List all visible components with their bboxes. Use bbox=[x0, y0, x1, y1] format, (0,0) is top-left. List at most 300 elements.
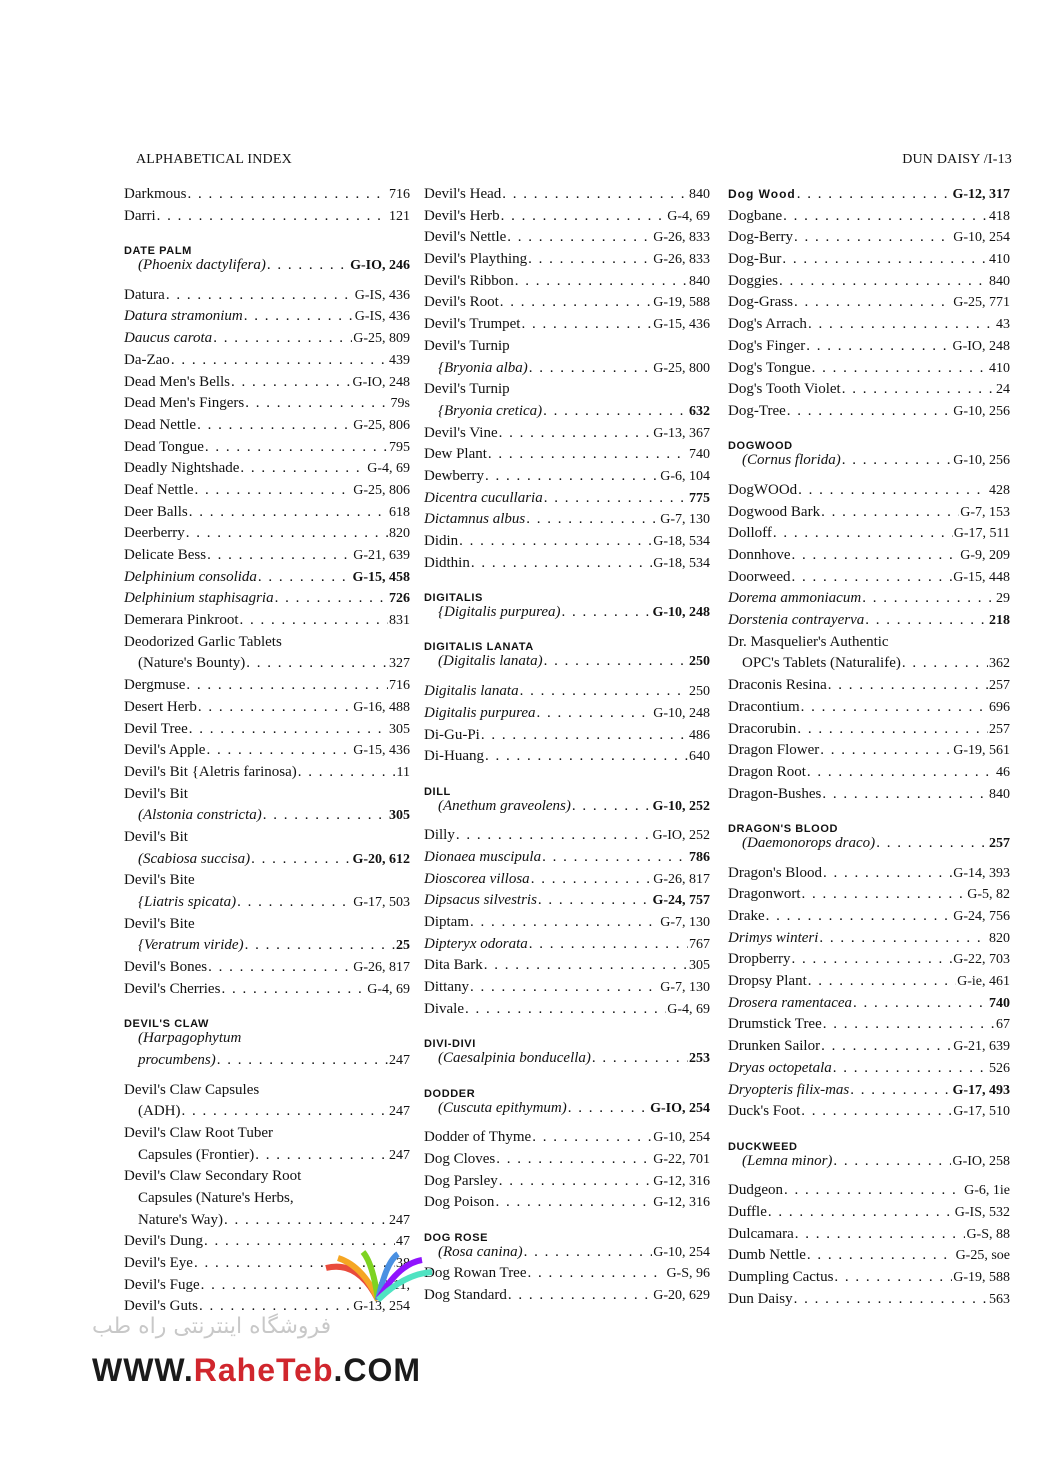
dot-leader bbox=[819, 930, 988, 947]
entry-page-ref: G-15, 448 bbox=[953, 569, 1010, 585]
index-entry bbox=[424, 1194, 710, 1216]
dot-leader bbox=[459, 533, 652, 550]
entry-term: (Daemonorops draco) bbox=[742, 834, 876, 851]
index-entry bbox=[124, 655, 410, 677]
index-entry bbox=[124, 807, 410, 829]
entry-page-ref: G-12, 316 bbox=[653, 1173, 710, 1189]
entry-page-ref: 526 bbox=[989, 1060, 1010, 1076]
entry-page-ref: 563 bbox=[989, 1291, 1010, 1307]
dot-leader bbox=[471, 555, 652, 572]
index-entry bbox=[728, 1182, 1010, 1204]
index-entry bbox=[124, 959, 410, 981]
dot-leader bbox=[208, 959, 352, 976]
entry-term: {Liatris spicata) bbox=[138, 894, 237, 910]
entry-page-ref: 250 bbox=[689, 654, 710, 670]
dot-leader bbox=[267, 257, 349, 274]
entry-page-ref: G-4, 69 bbox=[667, 1001, 710, 1017]
entry-term: Dog-Grass bbox=[728, 294, 793, 311]
dot-leader bbox=[213, 330, 352, 347]
watermark-prefix: WWW. bbox=[92, 1352, 194, 1388]
entry-page-ref: G-19, 561 bbox=[953, 743, 1010, 759]
dot-leader bbox=[488, 446, 688, 463]
entry-page-ref: G-IO, 248 bbox=[952, 338, 1010, 354]
dot-leader bbox=[862, 590, 995, 607]
dot-leader bbox=[782, 251, 988, 268]
entry-page-ref: 24 bbox=[996, 382, 1010, 398]
dot-leader bbox=[501, 208, 667, 225]
dot-leader bbox=[217, 1052, 388, 1069]
entry-page-ref: G-IO, 258 bbox=[952, 1153, 1010, 1169]
entry-page-ref: G-17, 511 bbox=[953, 526, 1010, 542]
index-entry bbox=[424, 936, 710, 958]
dot-leader bbox=[853, 995, 988, 1012]
dot-leader bbox=[186, 677, 388, 694]
book-logo-icon bbox=[318, 1250, 438, 1310]
entry-page-ref: G-S, 96 bbox=[666, 1266, 710, 1282]
entry-term: Devil's Fuge bbox=[124, 1276, 200, 1293]
index-entry bbox=[424, 871, 710, 893]
entry-page-ref: 257 bbox=[989, 678, 1010, 694]
entry-term: Dracontium bbox=[728, 698, 800, 715]
entry-page-ref: G-13, 367 bbox=[653, 425, 710, 441]
index-entry bbox=[424, 533, 710, 555]
entry-page-ref: 257 bbox=[989, 835, 1010, 851]
entry-page-ref: G-18, 534 bbox=[653, 555, 710, 571]
entry-page-ref: 439 bbox=[389, 352, 410, 368]
entry-continuation: Devil's Bit bbox=[124, 828, 188, 845]
entry-term: Duck's Foot bbox=[728, 1103, 801, 1120]
entry-term: (Scabiosa succisa) bbox=[138, 850, 251, 867]
watermark-site[interactable] bbox=[92, 1352, 421, 1389]
entry-term: Divale bbox=[424, 1000, 464, 1017]
index-entry bbox=[728, 1226, 1010, 1248]
entry-term: Dead Men's Fingers bbox=[124, 395, 245, 412]
entry-term: Dragon Flower bbox=[728, 742, 820, 759]
entry-term: Devil Tree bbox=[124, 720, 188, 737]
index-entry bbox=[424, 892, 710, 914]
index-entry bbox=[728, 338, 1010, 360]
entry-term: Dun Daisy bbox=[728, 1290, 793, 1307]
index-entry bbox=[424, 425, 710, 447]
entry-page-ref: G-15, 458 bbox=[352, 569, 410, 585]
entry-term: Devil's Dung bbox=[124, 1233, 203, 1250]
index-entry bbox=[124, 257, 410, 279]
section-heading: DIGITALIS LANATA bbox=[424, 641, 534, 654]
index-entry bbox=[424, 1265, 710, 1287]
dot-leader bbox=[823, 865, 952, 882]
index-entry bbox=[124, 937, 410, 959]
index-entry bbox=[728, 186, 1010, 208]
index-entry bbox=[124, 590, 410, 612]
index-column-1 bbox=[124, 186, 410, 1320]
dot-leader bbox=[499, 1173, 652, 1190]
entry-continuation: Deodorized Garlic Tablets bbox=[124, 633, 282, 650]
dot-leader bbox=[188, 186, 389, 203]
dot-leader bbox=[189, 504, 388, 521]
entry-term: Devil's Vine bbox=[424, 424, 498, 441]
dot-leader bbox=[499, 425, 653, 442]
index-entry bbox=[424, 1173, 710, 1195]
entry-page-ref: 840 bbox=[689, 187, 710, 202]
entry-page-ref: 305 bbox=[389, 808, 410, 824]
entry-continuation: (Harpagophytum bbox=[138, 1030, 242, 1047]
index-entry bbox=[424, 251, 710, 273]
index-entry bbox=[424, 957, 710, 979]
entry-term: Dog-Tree bbox=[728, 402, 786, 419]
index-entry bbox=[728, 525, 1010, 547]
entry-term: Dew Plant bbox=[424, 446, 487, 463]
entry-term: Devil's Nettle bbox=[424, 229, 507, 246]
entry-page-ref: 362 bbox=[989, 656, 1010, 672]
entry-page-ref: 786 bbox=[689, 849, 710, 865]
index-entry bbox=[424, 273, 710, 295]
entry-term: Dog's Tongue bbox=[728, 359, 811, 376]
index-entry bbox=[728, 865, 1010, 887]
entry-page-ref: G-12, 316 bbox=[653, 1195, 710, 1211]
dot-leader bbox=[231, 374, 351, 391]
entry-page-ref: 632 bbox=[689, 403, 710, 419]
index-entry bbox=[124, 612, 410, 634]
entry-term: Devil's Bones bbox=[124, 959, 208, 976]
index-entry bbox=[124, 482, 410, 504]
entry-term: Nature's Way) bbox=[138, 1211, 223, 1228]
index-entry bbox=[424, 316, 710, 338]
entry-term: Dog Standard bbox=[424, 1287, 507, 1303]
entry-term: Doorweed bbox=[728, 568, 791, 585]
index-entry bbox=[124, 186, 410, 208]
entry-page-ref: 840 bbox=[689, 273, 710, 289]
entry-continuation: Dr. Masquelier's Authentic bbox=[728, 633, 889, 650]
dot-leader bbox=[508, 1287, 652, 1304]
dot-leader bbox=[801, 886, 966, 903]
entry-term: Deerberry bbox=[124, 525, 185, 542]
entry-term: Dicentra cucullaria bbox=[424, 489, 543, 506]
entry-term: Devil's Cherries bbox=[124, 980, 221, 997]
index-entry bbox=[424, 555, 710, 577]
dot-leader bbox=[521, 316, 652, 333]
dot-leader bbox=[821, 1038, 952, 1055]
entry-page-ref: G-25, soe bbox=[955, 1248, 1010, 1264]
dot-leader bbox=[572, 798, 652, 815]
dot-leader bbox=[207, 547, 352, 564]
index-entry bbox=[124, 569, 410, 591]
dot-leader bbox=[528, 1265, 666, 1282]
entry-page-ref: 67 bbox=[996, 1017, 1010, 1033]
dot-leader bbox=[820, 742, 952, 759]
entry-page-ref: G-ie, 461 bbox=[957, 974, 1010, 990]
entry-page-ref: G-IO, 246 bbox=[350, 258, 410, 274]
dot-leader bbox=[189, 721, 388, 738]
dot-leader bbox=[465, 1001, 666, 1018]
entry-continuation: Devil's Turnip bbox=[424, 381, 510, 398]
entry-page-ref: G-25, 806 bbox=[353, 417, 410, 433]
entry-page-ref: G-13, 254 bbox=[353, 1299, 410, 1315]
index-entry bbox=[728, 764, 1010, 786]
entry-page-ref: 38 bbox=[396, 1256, 410, 1271]
entry-term: Donnhove bbox=[728, 547, 791, 563]
dot-leader bbox=[784, 1182, 963, 1199]
entry-term: {Bryonia alba) bbox=[438, 359, 528, 376]
dot-leader bbox=[258, 569, 352, 586]
dot-leader bbox=[842, 381, 995, 398]
entry-page-ref: G-15, 436 bbox=[353, 743, 410, 759]
dot-leader bbox=[544, 653, 688, 670]
index-entry bbox=[728, 908, 1010, 930]
index-entry bbox=[124, 439, 410, 461]
index-entry bbox=[424, 914, 710, 936]
index-entry bbox=[728, 403, 1010, 425]
section-heading: DIVI-DIVI bbox=[424, 1038, 476, 1051]
dot-leader bbox=[529, 360, 652, 377]
entry-page-ref: 640 bbox=[689, 749, 710, 765]
index-entry bbox=[728, 251, 1010, 273]
entry-term: Devil's Bit {Aletris farinosa) bbox=[124, 763, 297, 780]
entry-term: Dog Rowan Tree bbox=[424, 1265, 527, 1282]
entry-page-ref: 716 bbox=[389, 187, 410, 202]
running-header-right: DUN DAISY /I-13 bbox=[902, 152, 1012, 167]
entry-page-ref: G-5, 82 bbox=[967, 887, 1010, 903]
dot-leader bbox=[186, 525, 388, 542]
index-entry bbox=[424, 229, 710, 251]
entry-continuation: Devil's Turnip bbox=[424, 337, 510, 354]
entry-term: Drumstick Tree bbox=[728, 1016, 822, 1033]
index-entry bbox=[424, 186, 710, 208]
entry-page-ref: 29 bbox=[996, 591, 1010, 607]
entry-page-ref: 820 bbox=[989, 930, 1010, 946]
dot-leader bbox=[524, 1244, 653, 1261]
index-entry bbox=[728, 612, 1010, 634]
entry-page-ref: G-10, 256 bbox=[953, 453, 1010, 469]
entry-page-ref: 247 bbox=[389, 1104, 410, 1120]
entry-page-ref: 247 bbox=[389, 1212, 410, 1228]
entry-term: Dorema ammoniacum bbox=[728, 590, 862, 607]
entry-term: Devil's Head bbox=[424, 186, 502, 202]
entry-term: Drunken Sailor bbox=[728, 1038, 821, 1055]
dot-leader bbox=[520, 683, 688, 700]
index-entry bbox=[124, 1052, 410, 1074]
entry-term: Dog-Berry bbox=[728, 229, 793, 246]
dot-leader bbox=[251, 851, 351, 868]
section-heading: DATE PALM bbox=[124, 245, 192, 258]
entry-page-ref: 250 bbox=[689, 684, 710, 700]
index-entry bbox=[728, 1103, 1010, 1125]
dot-leader bbox=[562, 604, 652, 621]
entry-term: Devil's Plaything bbox=[424, 251, 528, 268]
dot-leader bbox=[812, 360, 988, 377]
index-entry bbox=[424, 490, 710, 512]
dot-leader bbox=[798, 482, 988, 499]
index-entry bbox=[124, 1103, 410, 1125]
entry-page-ref: G-IO, 252 bbox=[652, 828, 710, 844]
entry-page-ref: 410 bbox=[989, 360, 1010, 376]
entry-term: Dead Men's Bells bbox=[124, 373, 231, 390]
index-entry bbox=[124, 699, 410, 721]
dot-leader bbox=[808, 316, 995, 333]
index-entry bbox=[124, 1147, 410, 1169]
dot-leader bbox=[275, 590, 388, 607]
entry-page-ref: 831 bbox=[389, 613, 410, 629]
dot-leader bbox=[865, 612, 988, 629]
dot-leader bbox=[783, 208, 988, 225]
dot-leader bbox=[532, 1129, 652, 1146]
entry-term: (Nature's Bounty) bbox=[138, 655, 246, 672]
index-entry bbox=[728, 229, 1010, 251]
dot-leader bbox=[495, 1194, 652, 1211]
dot-leader bbox=[205, 439, 388, 456]
index-entry bbox=[728, 452, 1010, 474]
dot-leader bbox=[792, 547, 960, 564]
entry-term: Demerara Pinkroot bbox=[124, 612, 239, 629]
dot-leader bbox=[766, 908, 953, 925]
dot-leader bbox=[263, 807, 388, 824]
entry-term: {Digitalis purpurea) bbox=[438, 604, 561, 621]
index-entry bbox=[124, 208, 410, 230]
entry-term: Dipteryx odorata bbox=[424, 935, 528, 952]
entry-term: Dumb Nettle bbox=[728, 1247, 806, 1264]
entry-term: Didthin bbox=[424, 554, 470, 571]
index-entry bbox=[124, 374, 410, 396]
section-heading: DUCKWEED bbox=[728, 1140, 798, 1153]
entry-page-ref: G-26, 817 bbox=[653, 871, 710, 887]
entry-page-ref: G-4, 69 bbox=[367, 461, 410, 477]
dot-leader bbox=[531, 871, 653, 888]
section-heading: DRAGON'S BLOOD bbox=[728, 822, 839, 835]
dot-leader bbox=[842, 452, 952, 469]
entry-term: Darri bbox=[124, 207, 156, 224]
dot-leader bbox=[794, 1291, 988, 1308]
index-entry bbox=[728, 482, 1010, 504]
dot-leader bbox=[807, 1247, 955, 1264]
entry-page-ref: 46 bbox=[996, 764, 1010, 780]
entry-term: Dragon-Bushes bbox=[728, 785, 822, 802]
entry-page-ref: G-IO, 248 bbox=[352, 374, 410, 390]
entry-page-ref: 247 bbox=[389, 1052, 410, 1068]
index-entry bbox=[728, 294, 1010, 316]
index-entry bbox=[424, 403, 710, 425]
entry-term: Dudgeon bbox=[728, 1182, 783, 1199]
watermark-persian: فروشگاه اینترنتی راه طب bbox=[92, 1314, 332, 1339]
entry-term: procumbens) bbox=[138, 1051, 216, 1068]
entry-term: Devil's Ribbon bbox=[424, 272, 514, 289]
section-heading: DILL bbox=[424, 785, 451, 798]
dot-leader bbox=[801, 699, 988, 716]
entry-page-ref: 716 bbox=[389, 678, 410, 694]
dot-leader bbox=[833, 1153, 951, 1170]
index-entry bbox=[124, 851, 410, 873]
dot-leader bbox=[157, 208, 388, 225]
index-entry bbox=[424, 1244, 710, 1266]
entry-term: Dioscorea villosa bbox=[424, 870, 530, 887]
index-entry bbox=[124, 1212, 410, 1234]
entry-page-ref: 418 bbox=[989, 208, 1010, 224]
entry-term: Dog-Bur bbox=[728, 251, 782, 268]
entry-page-ref: G-11, bbox=[378, 1277, 410, 1293]
index-entry bbox=[728, 1291, 1010, 1313]
entry-term: Capsules (Frontier) bbox=[138, 1146, 255, 1163]
entry-page-ref: 25 bbox=[396, 938, 410, 954]
entry-page-ref: G-17, 503 bbox=[353, 895, 410, 910]
entry-page-ref: G-10, 252 bbox=[652, 798, 710, 814]
index-entry bbox=[728, 1204, 1010, 1226]
entry-term: (Digitalis lanata) bbox=[438, 653, 543, 670]
dot-leader bbox=[204, 1233, 395, 1250]
section-heading: DOG ROSE bbox=[424, 1231, 489, 1244]
index-entry bbox=[124, 764, 410, 786]
dot-leader bbox=[166, 287, 354, 304]
index-entry bbox=[728, 1060, 1010, 1082]
spacer bbox=[424, 675, 710, 683]
entry-page-ref: 740 bbox=[989, 995, 1010, 1011]
index-entry bbox=[124, 504, 410, 526]
entry-page-ref: 218 bbox=[989, 613, 1010, 629]
dot-leader bbox=[485, 468, 659, 485]
entry-term: Datura stramonium bbox=[124, 308, 243, 325]
entry-term: Dog Parsley bbox=[424, 1172, 498, 1189]
entry-page-ref: 840 bbox=[989, 273, 1010, 289]
section-heading: DEVIL'S CLAW bbox=[124, 1018, 209, 1031]
entry-term: Delphinium consolida bbox=[124, 568, 257, 585]
dot-leader bbox=[245, 395, 389, 412]
entry-page-ref: 257 bbox=[989, 721, 1010, 737]
entry-term: Drimys winteri bbox=[728, 929, 819, 946]
dot-leader bbox=[808, 973, 956, 990]
entry-term: Dragon's Blood bbox=[728, 864, 822, 881]
entry-page-ref: 740 bbox=[689, 447, 710, 463]
index-entry bbox=[728, 742, 1010, 764]
dot-leader bbox=[779, 273, 988, 290]
entry-continuation: Devil's Bite bbox=[124, 872, 195, 889]
dot-leader bbox=[791, 951, 952, 968]
index-entry bbox=[728, 381, 1010, 403]
dot-leader bbox=[528, 251, 652, 268]
index-entry bbox=[124, 894, 410, 916]
index-entry bbox=[728, 995, 1010, 1017]
entry-page-ref: 428 bbox=[989, 482, 1010, 498]
entry-page-ref: G-26, 817 bbox=[353, 960, 410, 976]
entry-term: Daucus carota bbox=[124, 330, 213, 347]
index-entry bbox=[424, 798, 710, 820]
entry-page-ref: G-10, 254 bbox=[653, 1244, 710, 1260]
entry-term: Dumpling Cactus bbox=[728, 1269, 834, 1285]
index-entry bbox=[728, 569, 1010, 591]
index-entry bbox=[124, 287, 410, 309]
index-entry bbox=[728, 590, 1010, 612]
index-entry bbox=[124, 395, 410, 417]
entry-page-ref: G-15, 436 bbox=[653, 317, 710, 333]
index-entry bbox=[728, 973, 1010, 995]
entry-page-ref: G-19, 588 bbox=[653, 295, 710, 311]
dot-leader bbox=[801, 1103, 952, 1120]
index-entry bbox=[728, 721, 1010, 743]
watermark-brand: RaheTeb bbox=[193, 1352, 334, 1388]
dot-leader bbox=[797, 721, 988, 738]
dot-leader bbox=[240, 460, 366, 477]
entry-term: Di-Huang bbox=[424, 748, 484, 765]
spacer bbox=[424, 1121, 710, 1129]
index-entry bbox=[124, 460, 410, 482]
index-entry bbox=[728, 930, 1010, 952]
entry-term: Dead Tongue bbox=[124, 438, 204, 455]
index-entry bbox=[424, 604, 710, 626]
entry-term: Didin bbox=[424, 533, 459, 549]
entry-page-ref: 840 bbox=[989, 786, 1010, 802]
dot-leader bbox=[224, 1212, 388, 1229]
entry-term: Delicate Bess bbox=[124, 547, 207, 563]
entry-continuation: Devil's Claw Root Tuber bbox=[124, 1124, 273, 1141]
dot-leader bbox=[797, 186, 952, 203]
entry-term: Da-Zao bbox=[124, 351, 170, 368]
dot-leader bbox=[470, 914, 659, 931]
